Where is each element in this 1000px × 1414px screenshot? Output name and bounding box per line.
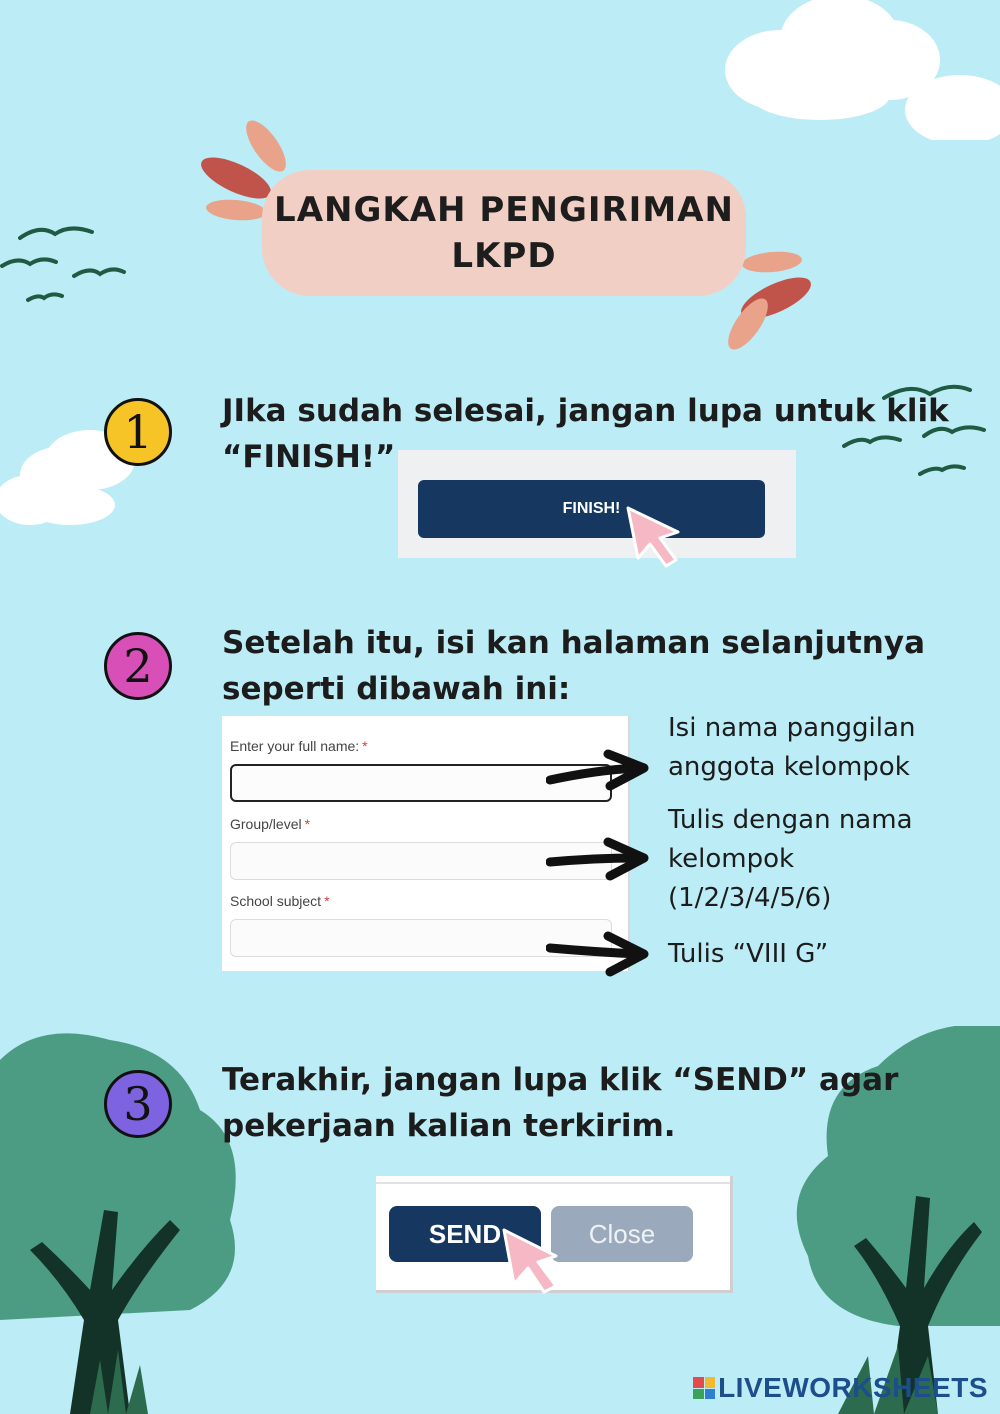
- step-1-number: 1: [123, 405, 153, 459]
- required-mark: *: [324, 893, 330, 909]
- birds-left-icon: [0, 220, 140, 310]
- step-3-number: 3: [123, 1077, 153, 1131]
- page-title-line1: LANGKAH PENGIRIMAN: [274, 190, 734, 230]
- finish-button-label: FINISH!: [562, 500, 621, 517]
- step-3-number-badge: [104, 1070, 172, 1138]
- note-full-name: [668, 709, 915, 787]
- step-1-text-line2: “FINISH!”: [222, 439, 396, 475]
- brand-name: LIVEWORKSHEETS: [718, 1372, 988, 1403]
- arrow-right-icon: [546, 836, 650, 886]
- pointer-cursor-icon: [498, 1224, 564, 1296]
- finish-button-screenshot: [398, 450, 796, 558]
- step-1-number-badge: [104, 398, 172, 466]
- step-3-text-line2: pekerjaan kalian terkirim.: [222, 1108, 676, 1144]
- cloud-top-right: [720, 0, 1000, 140]
- step-2-text-line2: seperti dibawah ini:: [222, 671, 571, 707]
- close-button[interactable]: [551, 1206, 693, 1262]
- step-3-instruction: [222, 1057, 898, 1149]
- pointer-cursor-icon: [622, 502, 684, 570]
- page-title-line2: LKPD: [451, 236, 557, 276]
- required-mark: *: [304, 816, 311, 832]
- required-mark: *: [362, 738, 368, 754]
- liveworksheets-brand: [693, 1372, 988, 1404]
- note-line: kelompok: [668, 844, 795, 874]
- note-line: (1/2/3/4/5/6): [668, 883, 832, 913]
- finish-button[interactable]: [418, 480, 765, 538]
- liveworksheets-logo-icon: [693, 1377, 715, 1399]
- divider: [376, 1182, 730, 1184]
- school-subject-label-text: School subject: [230, 893, 322, 909]
- note-line: Tulis dengan nama: [668, 805, 913, 835]
- step-2-text-line1: Setelah itu, isi kan halaman selanjutnya: [222, 625, 925, 661]
- full-name-label: [230, 738, 368, 754]
- step-2-number-badge: [104, 632, 172, 700]
- note-school-subject: [668, 935, 828, 974]
- full-name-label-text: Enter your full name:: [230, 738, 360, 754]
- school-subject-label: [230, 893, 330, 909]
- group-level-label: [230, 816, 310, 832]
- page-title: [262, 170, 746, 296]
- arrow-right-icon: [546, 930, 650, 980]
- note-line: Isi nama panggilan: [668, 713, 916, 743]
- step-1-text-line1: JIka sudah selesai, jangan lupa untuk klik: [222, 393, 949, 429]
- note-line: Tulis “VIII G”: [668, 939, 829, 969]
- close-button-label: Close: [588, 1218, 656, 1249]
- note-group-level: [668, 801, 913, 918]
- group-level-label-text: Group/level: [230, 816, 302, 832]
- arrow-right-icon: [546, 748, 650, 798]
- note-line: anggota kelompok: [668, 752, 910, 782]
- step-2-instruction: [222, 620, 925, 712]
- step-2-number: 2: [123, 639, 153, 693]
- step-3-text-line1: Terakhir, jangan lupa klik “SEND” agar: [222, 1062, 899, 1098]
- send-button-label: SEND: [428, 1218, 502, 1249]
